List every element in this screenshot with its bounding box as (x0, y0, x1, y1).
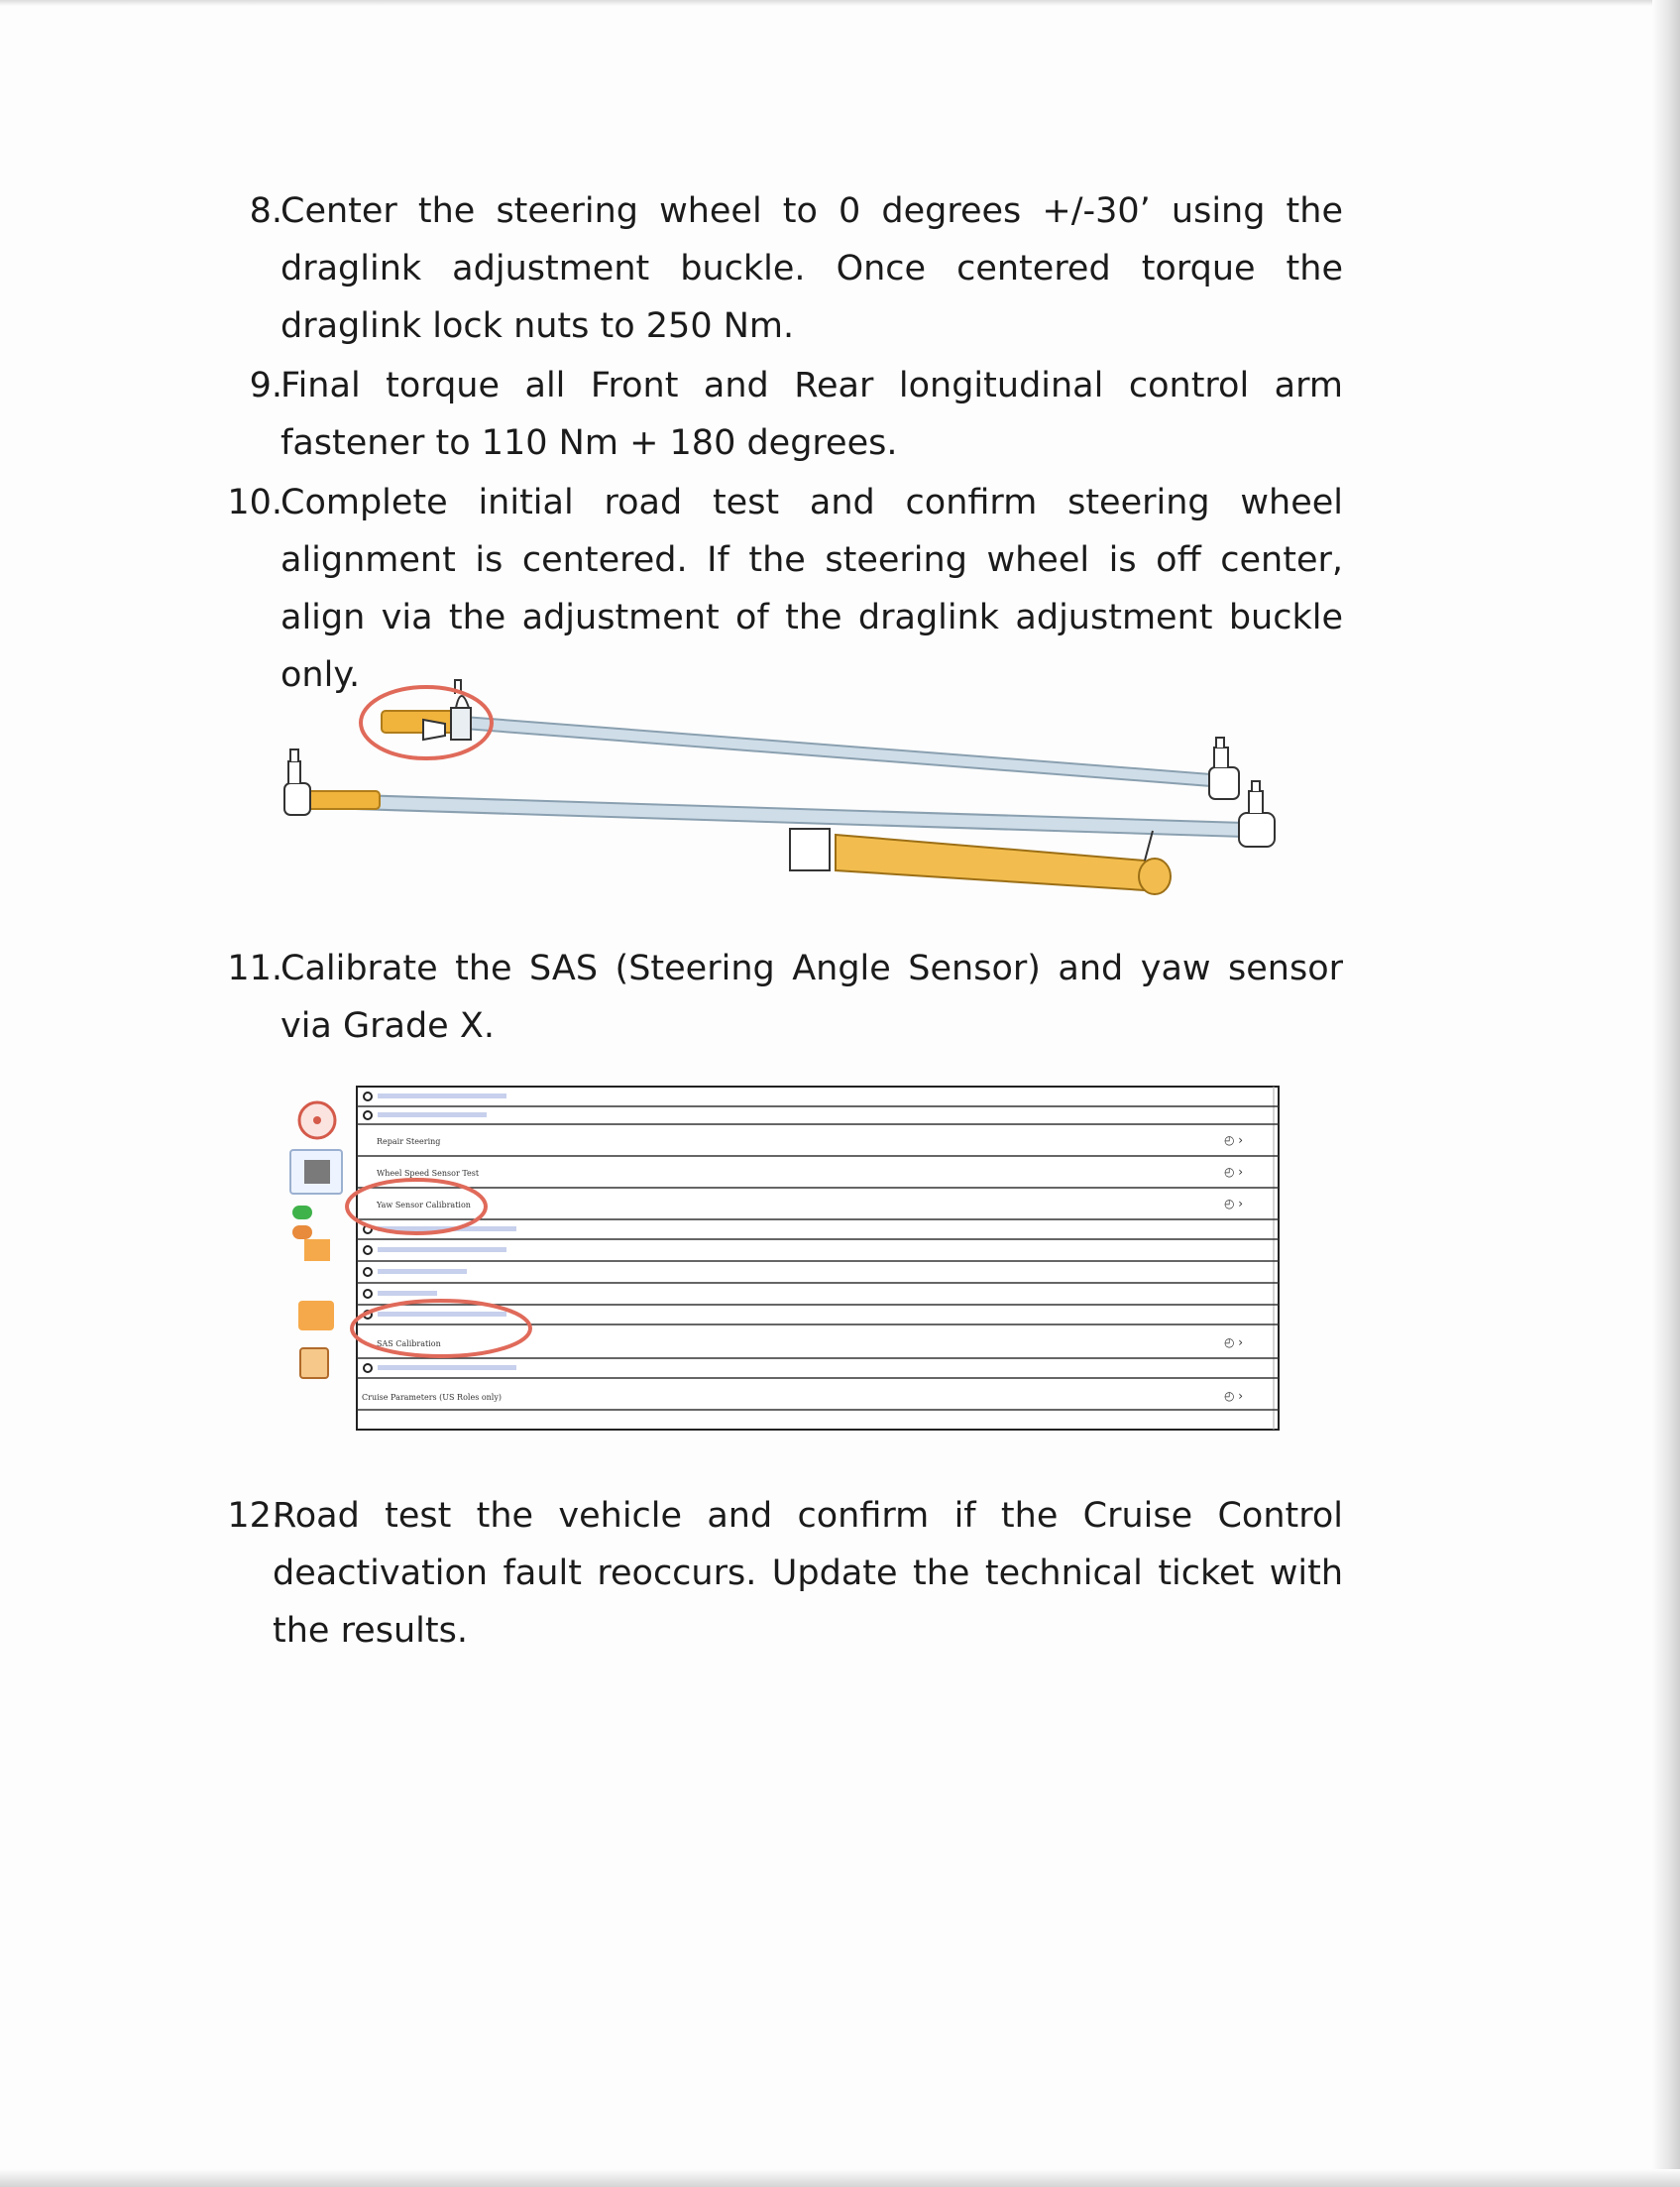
step-text: Complete initial road test and confirm steering wheel alignment is centered. If the steering wheel is off center, align via the adjustment of the draglink adjustment buckle only. (280, 483, 1343, 695)
svg-text:Repair Steering: Repair Steering (377, 1137, 441, 1146)
svg-text:◴ ›: ◴ › (1224, 1133, 1244, 1147)
svg-text:Cruise Parameters (US Roles on: Cruise Parameters (US Roles only) (362, 1393, 503, 1402)
grade-x-menu-screenshot (282, 1081, 1284, 1447)
svg-text:◴ ›: ◴ › (1224, 1389, 1244, 1403)
step-number: 8. (249, 191, 282, 231)
linkage-drawing (273, 664, 1293, 912)
step-8 (213, 182, 1343, 355)
scan-edge-right (1652, 0, 1680, 2187)
step-11 (213, 940, 1343, 1055)
menu-drawing (282, 1081, 1284, 1447)
svg-text:◴ ›: ◴ › (1224, 1197, 1244, 1210)
step-text: Center the steering wheel to 0 degrees +/-30’ using the draglink adjustment buckle. Once centered torque the draglink lock nuts to 250 Nm. (280, 191, 1343, 346)
step-text: Road test the vehicle and confirm if the Cruise Control deactivation fault reoccurs. Update the technical ticket with the results. (273, 1496, 1343, 1651)
module-icon (300, 1348, 328, 1378)
ball-joint-upper-right (1209, 738, 1239, 799)
step-text: Final torque all Front and Rear longitudinal control arm fastener to 110 Nm + 180 degrees. (280, 366, 1343, 463)
scan-edge-top (0, 0, 1680, 6)
svg-text:◴ ›: ◴ › (1224, 1165, 1244, 1179)
ball-joint-lower-right (1239, 781, 1275, 847)
step-number: 11. (227, 949, 282, 988)
step-9 (213, 357, 1343, 472)
tie-rod-adjuster (302, 791, 380, 809)
drag-link-rod (451, 716, 1224, 787)
tie-rod (292, 793, 1244, 837)
step-number: 9. (249, 366, 282, 405)
vehicle-icon (304, 1239, 330, 1261)
step-number: 12. (227, 1496, 282, 1536)
engine-icon (298, 1301, 334, 1330)
svg-text:SAS Calibration: SAS Calibration (377, 1339, 441, 1348)
toggle-icon (292, 1206, 312, 1219)
steering-linkage-illustration (273, 664, 1293, 912)
svg-text:◴ ›: ◴ › (1224, 1335, 1244, 1349)
steering-damper (790, 829, 1171, 894)
step-text: Calibrate the SAS (Steering Angle Sensor) and yaw sensor via Grade X. (280, 949, 1343, 1046)
svg-text:Wheel Speed Sensor Test: Wheel Speed Sensor Test (377, 1169, 480, 1178)
ball-joint-lower-left (284, 749, 310, 815)
side-icons (290, 1102, 342, 1378)
step-number: 10. (227, 483, 282, 522)
step-12 (213, 1487, 1343, 1660)
scan-edge-bottom (0, 2169, 1680, 2187)
svg-text:Yaw Sensor Calibration: Yaw Sensor Calibration (377, 1201, 471, 1209)
